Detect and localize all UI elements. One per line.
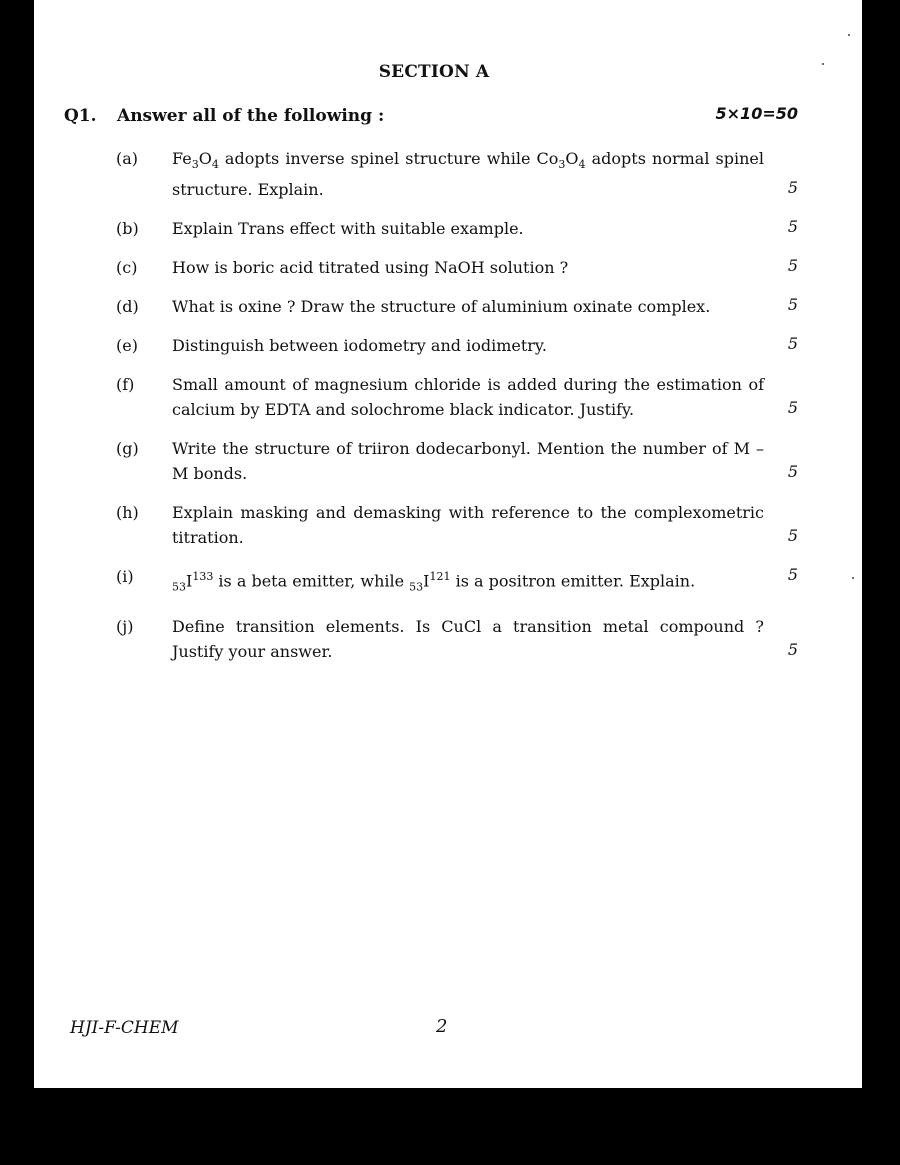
item-text: Explain Trans effect with suitable example. [172, 219, 524, 239]
question-instruction: Answer all of the following : [117, 106, 385, 126]
scan-speck [852, 577, 854, 579]
item-label: (g) [116, 439, 139, 459]
item-label: (c) [116, 258, 138, 278]
item-text: Write the structure of triiron dodecarbonyl. Mention the number of M – M bonds. [172, 439, 764, 484]
item-label: (i) [116, 567, 134, 587]
item-marks: 5 [787, 295, 798, 315]
item-marks: 5 [787, 526, 798, 546]
item-marks: 5 [787, 639, 798, 659]
question-total-marks: 5×10=50 [715, 104, 798, 123]
question-number: Q1. [64, 106, 97, 126]
item-text: Small amount of magnesium chloride is added during the estimation of calcium by EDTA and solochrome black indicator. Justify. [172, 375, 764, 420]
item-label: (h) [116, 503, 139, 523]
item-marks: 5 [787, 334, 798, 354]
item-text: $Fe_3O_4$ adopts inverse spinel structure while $Co_3O_4$ adopts normal spinel structure. Explain. [172, 149, 764, 200]
item-d [116, 294, 798, 319]
page-number: 2 [436, 1016, 448, 1037]
item-marks: 5 [787, 565, 798, 585]
item-f [116, 372, 798, 422]
item-marks: 5 [787, 178, 798, 198]
item-marks: 5 [787, 217, 798, 237]
paper-code: HJI-F-CHEM [70, 1018, 179, 1038]
item-h [116, 500, 798, 550]
item-marks: 5 [787, 462, 798, 482]
section-title: SECTION A [378, 62, 490, 82]
item-label: (a) [116, 149, 139, 168]
item-g [116, 436, 798, 486]
item-j [116, 614, 798, 664]
item-label: (e) [116, 336, 138, 356]
item-text: How is boric acid titrated using NaOH solution ? [172, 258, 569, 278]
scan-speck [822, 63, 824, 65]
item-c [116, 255, 798, 280]
item-text: Explain masking and demasking with reference to the complexometric titration. [172, 503, 764, 548]
item-e [116, 333, 798, 358]
question-items [116, 146, 798, 678]
item-label: (d) [116, 297, 139, 317]
item-text: What is oxine ? Draw the structure of aluminium oxinate complex. [172, 297, 711, 317]
item-a [116, 146, 798, 202]
item-marks: 5 [787, 256, 798, 276]
item-label: (b) [116, 219, 139, 239]
item-text: Distinguish between iodometry and iodimetry. [172, 336, 547, 356]
item-i [116, 564, 798, 600]
item-text: $_{53}I^{133}$ is a beta emitter, while $_{53}I^{121}$ is a positron emitter. Explain. [172, 570, 696, 594]
item-b [116, 216, 798, 241]
scan-speck [848, 34, 850, 36]
item-text: Define transition elements. Is CuCl a transition metal compound ? Justify your answer. [172, 616, 764, 661]
item-label: (j) [116, 616, 134, 636]
item-marks: 5 [787, 398, 798, 418]
item-label: (f) [116, 375, 135, 395]
